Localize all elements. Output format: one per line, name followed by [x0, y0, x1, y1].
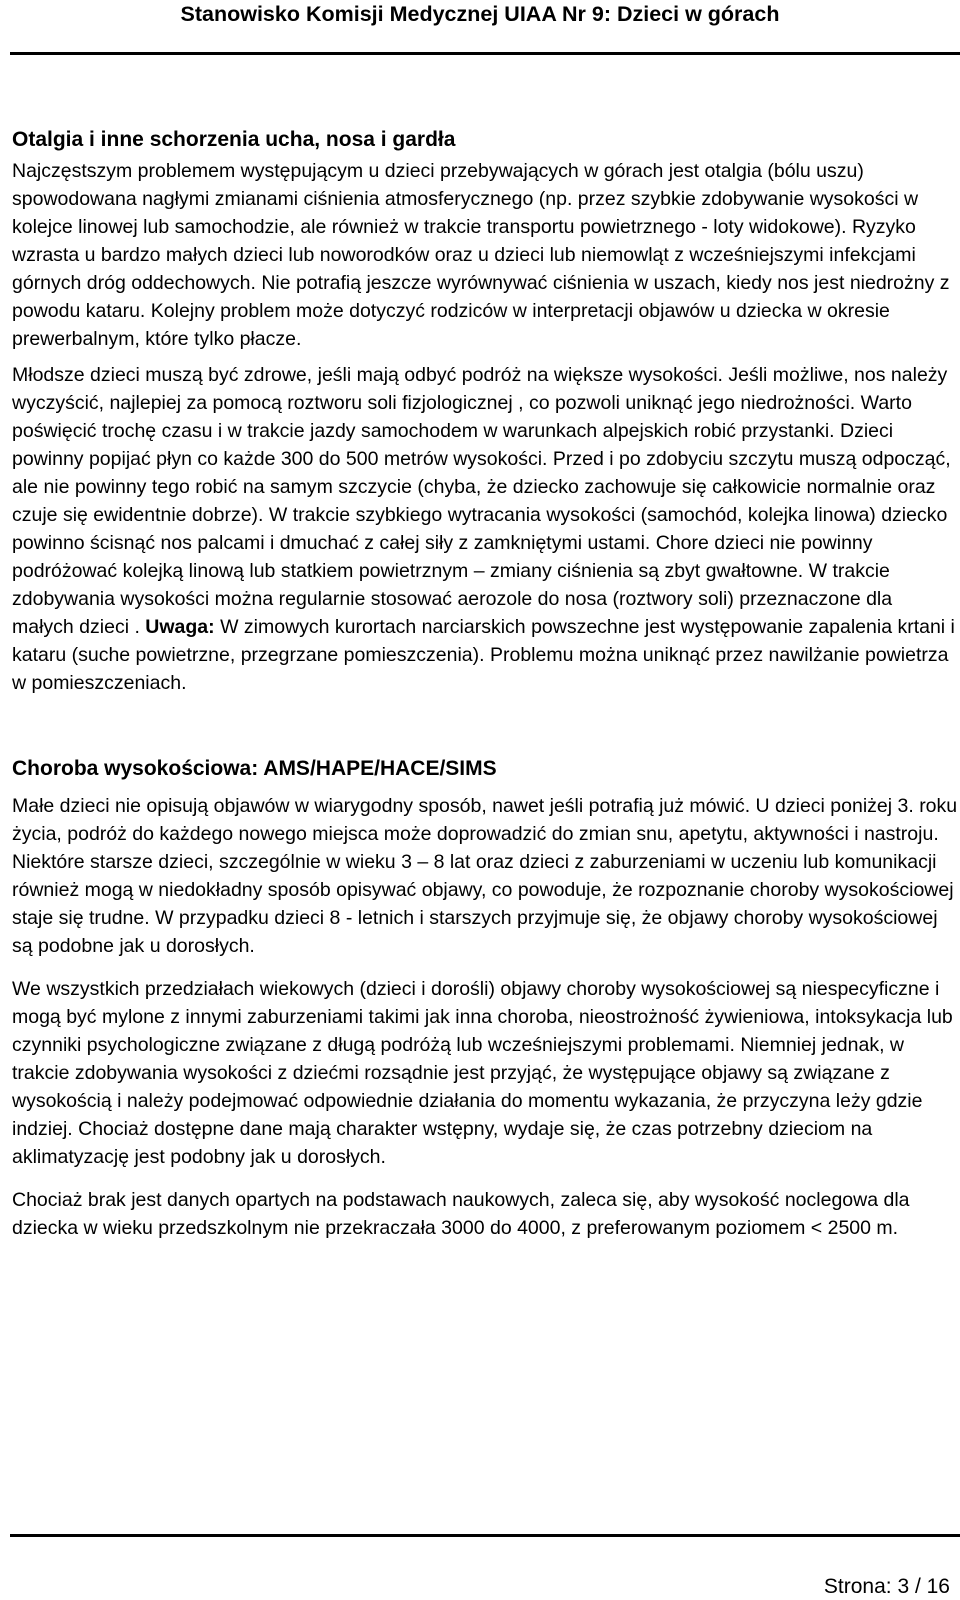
- note-label: Uwaga:: [145, 616, 215, 638]
- section-heading-otalgia: Otalgia i inne schorzenia ucha, nosa i gardła: [12, 128, 456, 151]
- paragraph-text: Młodsze dzieci muszą być zdrowe, jeśli mają odbyć podróż na większe wysokości. Jeśli możliwe, nos należy wyczyścić, najlepiej za pomocą roztworu soli fizjologicznej , co pozwoli uniknąć jego niedrożności. Warto poświęcić trochę czasu i w trakcie jazdy samochodem w warunkach alpejskich robić przystanki. Dzieci powinny popijać płyn co każde 300 do 500 metrów wysokości. Przed i po zdobyciu szczytu muszą odpocząć, ale nie powinny tego robić na samym szczycie (chyba, że dziecko zachowuje się całkowicie normalnie oraz czuje się ewidentnie dobrze). W trakcie szybkiego wytracania wysokości (samochód, kolejka linowa) dziecko powinno ścisnąć nos palcami i dmuchać z całej siły z zamkniętymi ustami. Chore dzieci nie powinny podróżować kolejką linową lub statkiem powietrznym – zmiany ciśnienia są zbyt gwałtowne. W trakcie zdobywania wysokości można regularnie stosować aerozole do nosa (roztwory soli) przeznaczone dla małych dzieci .: [12, 364, 951, 638]
- paragraph-otalgia-intro: Najczęstszym problemem występującym u dzieci przebywających w górach jest otalgia (bólu uszu) spowodowana nagłymi zmianami ciśnienia atmosferycznego (np. przez szybkie zdobywanie wysokości w kolejce linowej lub samochodzie, ale również w trakcie transportu powietrznego - loty widokowe). Ryzyko wzrasta u bardzo małych dzieci lub noworodków oraz u dzieci lub niemowląt z wcześniejszymi infekcjami górnych dróg oddechowych. Nie potrafią jeszcze wyrównywać ciśnienia w uszach, kiedy nos jest niedrożny z powodu kataru. Kolejny problem może dotyczyć rodziców w interpretacji objawów u dziecka w okresie prewerbalnym, które tylko płacze.: [12, 160, 950, 350]
- header-rule: [10, 52, 960, 55]
- paragraph-sleeping-altitude: Chociaż brak jest danych opartych na podstawach naukowych, zaleca się, aby wysokość noclegowa dla dziecka w wieku przedszkolnym nie przekraczała 3000 do 4000, z preferowanym poziomem < 2500 m.: [12, 1189, 910, 1239]
- footer-rule: [10, 1534, 960, 1537]
- running-header: Stanowisko Komisji Medycznej UIAA Nr 9: Dzieci w górach: [180, 2, 780, 26]
- section-heading-altitude-sickness: Choroba wysokościowa: AMS/HAPE/HACE/SIMS: [12, 757, 497, 780]
- document-body: [12, 126, 958, 1242]
- paragraph-text: W zimowych kurortach narciarskich powszechne jest występowanie zapalenia krtani i kataru (suche powietrzne, przegrzane pomieszczenia). Problemu można uniknąć przez nawilżanie powietrza w pomieszczeniach.: [12, 616, 955, 694]
- paragraph-altitude-symptoms: Małe dzieci nie opisują objawów w wiarygodny sposób, nawet jeśli potrafią już mówić. U dzieci poniżej 3. roku życia, podróż do każdego nowego miejsca może doprowadzić do zmian snu, apetytu, aktywności i nastroju. Niektóre starsze dzieci, szczególnie w wieku 3 – 8 lat oraz dzieci z zaburzeniami w uczeniu lub komunikacji również mogą w niedokładny sposób opisywać objawy, co powoduje, że rozpoznanie choroby wysokościowej staje się trudne. W przypadku dzieci 8 - letnich i starszych przyjmuje się, że objawy choroby wysokościowej są podobne jak u dorosłych.: [12, 795, 958, 957]
- paragraph-altitude-nonspecific: We wszystkich przedziałach wiekowych (dzieci i dorośli) objawy choroby wysokościowej są niespecyficzne i mogą być mylone z innymi zaburzeniami takimi jak inna choroba, nieostrożność żywieniowa, intoksykacja lub czynniki psychologiczne związane z długą podróżą lub wcześniejszymi problemami. Niemniej jednak, w trakcie zdobywania wysokości z dziećmi rozsądnie jest przyjąć, że występujące objawy są związane z wysokością i należy podejmować odpowiednie działania do momentu wykazania, że przyczyna leży gdzie indziej. Chociaż dostępne dane mają charakter wstępny, wydaje się, że czas potrzebny dzieciom na aklimatyzację jest podobny jak u dorosłych.: [12, 978, 953, 1168]
- paragraph-otalgia-advice: [12, 361, 958, 697]
- page-number: Strona: 3 / 16: [823, 1575, 950, 1598]
